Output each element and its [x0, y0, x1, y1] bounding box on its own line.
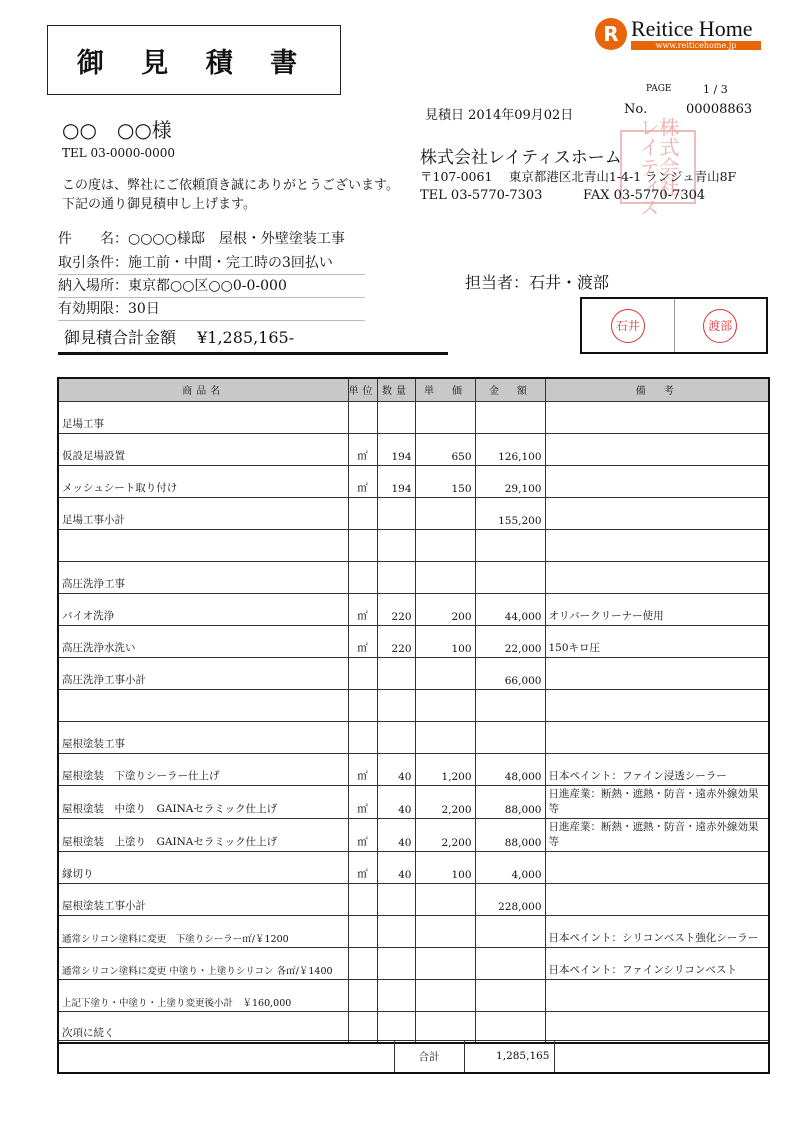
cell-amount: 22,000: [475, 625, 545, 657]
cell-price: 100: [415, 851, 475, 883]
cell-unit: [348, 529, 377, 561]
table-row: [58, 689, 769, 721]
cell-unit: ㎡: [348, 433, 377, 465]
cell-remarks: 日進産業：断熱・遮熱・防音・遠赤外線効果等: [545, 785, 769, 818]
cell-amount: [475, 529, 545, 561]
cell-remarks: [545, 401, 769, 433]
cell-unit: ㎡: [348, 753, 377, 785]
cell-amount: 29,100: [475, 465, 545, 497]
cell-amount: 228,000: [475, 883, 545, 915]
cell-amount: 88,000: [475, 785, 545, 818]
cell-remarks: [545, 721, 769, 753]
company-name: 株式会社レイティスホーム: [420, 148, 622, 168]
cell-price: 2,200: [415, 785, 475, 818]
cell-qty: [377, 979, 415, 1011]
cell-name: 屋根塗装工事小計: [58, 883, 348, 915]
info-location: 納入場所：東京都○○区○○0-0-000: [58, 275, 365, 298]
cell-name: 高圧洗浄水洗い: [58, 625, 348, 657]
cell-remarks: [545, 851, 769, 883]
header-remarks: 備 考: [545, 378, 769, 401]
info-validity: 有効期限：30日: [58, 298, 365, 321]
table-row: [58, 561, 769, 593]
cell-remarks: [545, 529, 769, 561]
table-row: [58, 625, 769, 657]
cell-price: [415, 979, 475, 1011]
cell-unit: [348, 689, 377, 721]
table-row: [58, 851, 769, 883]
cell-name: 屋根塗装工事: [58, 721, 348, 753]
table-row: [58, 721, 769, 753]
cell-price: [415, 947, 475, 979]
cell-price: 2,200: [415, 818, 475, 851]
header-amount: 金 額: [475, 378, 545, 401]
cell-name: [58, 689, 348, 721]
table-row: [58, 947, 769, 979]
info-subject: 件 名：○○○○様邸 屋根・外壁塗装工事: [58, 231, 345, 247]
cell-name: 高圧洗浄工事小計: [58, 657, 348, 689]
total-row: [57, 1040, 770, 1074]
cell-unit: [348, 883, 377, 915]
cell-unit: ㎡: [348, 625, 377, 657]
company-address: 〒107-0061 東京都港区北青山1-4-1 ランジュ青山8F: [420, 169, 737, 184]
cell-amount: 155,200: [475, 497, 545, 529]
cell-qty: [377, 529, 415, 561]
cell-name: 足場工事小計: [58, 497, 348, 529]
cell-remarks: 150キロ圧: [545, 625, 769, 657]
cell-qty: [377, 721, 415, 753]
cell-price: [415, 915, 475, 947]
cell-price: 650: [415, 433, 475, 465]
cell-remarks: 日本ペイント：シリコンベスト強化シーラー: [545, 915, 769, 947]
cell-amount: 4,000: [475, 851, 545, 883]
stamp-ishii: 石井: [611, 309, 645, 343]
cell-name: 縁切り: [58, 851, 348, 883]
cell-remarks: [545, 979, 769, 1011]
cell-qty: [377, 497, 415, 529]
stamp-box: [580, 297, 768, 354]
cell-name: 仮設足場設置: [58, 433, 348, 465]
cell-name: 足場工事: [58, 401, 348, 433]
cell-remarks: [545, 1011, 769, 1043]
cell-amount: [475, 915, 545, 947]
cell-qty: 40: [377, 818, 415, 851]
info-terms: 取引条件：施工前・中間・完工時の3回払い: [58, 252, 365, 275]
cell-qty: 220: [377, 593, 415, 625]
table-row: [58, 1011, 769, 1043]
cell-remarks: [545, 689, 769, 721]
cell-name: メッシュシート取り付け: [58, 465, 348, 497]
customer-name: ○○ ○○様: [62, 118, 172, 142]
cell-qty: [377, 915, 415, 947]
cell-qty: [377, 561, 415, 593]
cell-amount: [475, 721, 545, 753]
cell-price: [415, 721, 475, 753]
cell-remarks: [545, 561, 769, 593]
cell-price: [415, 1011, 475, 1043]
cell-name: 屋根塗装 中塗り GAINAセラミック仕上げ: [58, 785, 348, 818]
manager: 担当者：石井・渡部: [465, 273, 610, 292]
table-row: [58, 401, 769, 433]
page-number: 1 / 3: [703, 83, 728, 96]
cell-unit: [348, 721, 377, 753]
cell-unit: [348, 979, 377, 1011]
cell-unit: ㎡: [348, 818, 377, 851]
cell-remarks: [545, 657, 769, 689]
cell-qty: 194: [377, 433, 415, 465]
cell-amount: [475, 979, 545, 1011]
cell-name: 高圧洗浄工事: [58, 561, 348, 593]
header-qty: 数量: [377, 378, 415, 401]
cell-name: [58, 529, 348, 561]
cell-unit: ㎡: [348, 785, 377, 818]
cell-unit: ㎡: [348, 851, 377, 883]
cell-amount: 88,000: [475, 818, 545, 851]
table-row: [58, 497, 769, 529]
cell-qty: 40: [377, 785, 415, 818]
header-price: 単 価: [415, 378, 475, 401]
cell-qty: [377, 657, 415, 689]
cell-price: 100: [415, 625, 475, 657]
company-tel: TEL 03-5770-7303: [420, 188, 543, 203]
estimate-table: [57, 377, 770, 1044]
greeting-line-1: この度は、弊社にご依頼頂き誠にありがとうございます。: [62, 178, 399, 193]
cell-price: [415, 497, 475, 529]
cell-price: [415, 401, 475, 433]
table-row: [58, 593, 769, 625]
table-row: [58, 915, 769, 947]
table-row: [58, 465, 769, 497]
cell-remarks: オリバークリーナー使用: [545, 593, 769, 625]
cell-qty: 194: [377, 465, 415, 497]
cell-remarks: 日本ペイント：ファインシリコンベスト: [545, 947, 769, 979]
estimate-date: 見積日 2014年09月02日: [425, 108, 574, 123]
table-row: [58, 753, 769, 785]
cell-qty: 40: [377, 851, 415, 883]
cell-qty: [377, 401, 415, 433]
document-title: 御 見 積 書: [47, 25, 341, 95]
table-row: [58, 657, 769, 689]
cell-remarks: [545, 883, 769, 915]
number-label: No.: [624, 102, 648, 117]
cell-price: [415, 689, 475, 721]
cell-name: 通常シリコン塗料に変更 下塗りシーラー㎡/￥1200: [58, 915, 348, 947]
cell-price: 150: [415, 465, 475, 497]
header-unit: 単位: [348, 378, 377, 401]
estimate-total: 御見積合計金額 ¥1,285,165-: [58, 325, 448, 355]
cell-price: [415, 883, 475, 915]
cell-qty: [377, 947, 415, 979]
total-label: 合計: [394, 1041, 464, 1073]
cell-qty: 40: [377, 753, 415, 785]
cell-price: 1,200: [415, 753, 475, 785]
table-row: [58, 433, 769, 465]
cell-qty: [377, 883, 415, 915]
table-row: [58, 529, 769, 561]
cell-unit: [348, 915, 377, 947]
greeting-line-2: 下記の通り御見積申し上げます。: [62, 197, 256, 212]
cell-amount: 44,000: [475, 593, 545, 625]
table-row: [58, 785, 769, 818]
total-value: 1,285,165: [464, 1041, 554, 1073]
cell-amount: [475, 947, 545, 979]
cell-qty: 220: [377, 625, 415, 657]
stamp-watanabe: 渡部: [703, 309, 737, 343]
header-name: 商品名: [58, 378, 348, 401]
page-label: PAGE: [646, 84, 672, 94]
cell-name: 通常シリコン塗料に変更 中塗り・上塗りシリコン 各㎡/￥1400: [58, 947, 348, 979]
customer-tel: TEL 03-0000-0000: [62, 146, 176, 160]
company-seal: 株式会社 レイティス: [620, 130, 696, 204]
cell-name: 上記下塗り・中塗り・上塗り変更後小計 ￥160,000: [58, 979, 348, 1011]
cell-unit: [348, 497, 377, 529]
logo-mark-icon: R: [595, 18, 627, 50]
company-logo: [595, 18, 761, 50]
cell-amount: 66,000: [475, 657, 545, 689]
cell-name: 屋根塗装 上塗り GAINAセラミック仕上げ: [58, 818, 348, 851]
cell-remarks: 日本ペイント：ファイン浸透シーラー: [545, 753, 769, 785]
cell-amount: 126,100: [475, 433, 545, 465]
logo-url: www.reiticehome.jp: [631, 41, 761, 50]
cell-price: [415, 529, 475, 561]
cell-remarks: [545, 433, 769, 465]
table-row: [58, 883, 769, 915]
logo-name: Reitice Home: [631, 16, 753, 41]
cell-name: バイオ洗浄: [58, 593, 348, 625]
cell-amount: 48,000: [475, 753, 545, 785]
cell-price: [415, 657, 475, 689]
table-row: [58, 818, 769, 851]
cell-qty: [377, 1011, 415, 1043]
cell-name: 次項に続く: [58, 1011, 348, 1043]
cell-price: 200: [415, 593, 475, 625]
cell-unit: [348, 947, 377, 979]
cell-unit: [348, 657, 377, 689]
cell-unit: [348, 561, 377, 593]
cell-unit: ㎡: [348, 593, 377, 625]
cell-price: [415, 561, 475, 593]
cell-remarks: [545, 497, 769, 529]
cell-unit: [348, 401, 377, 433]
cell-amount: [475, 401, 545, 433]
cell-unit: ㎡: [348, 465, 377, 497]
cell-remarks: [545, 465, 769, 497]
cell-unit: [348, 1011, 377, 1043]
cell-qty: [377, 689, 415, 721]
cell-name: 屋根塗装 下塗りシーラー仕上げ: [58, 753, 348, 785]
cell-amount: [475, 1011, 545, 1043]
table-row: [58, 979, 769, 1011]
estimate-number: 00008863: [686, 102, 753, 117]
cell-amount: [475, 561, 545, 593]
cell-remarks: 日進産業：断熱・遮熱・防音・遠赤外線効果等: [545, 818, 769, 851]
cell-amount: [475, 689, 545, 721]
company-fax: FAX 03-5770-7304: [583, 188, 706, 203]
